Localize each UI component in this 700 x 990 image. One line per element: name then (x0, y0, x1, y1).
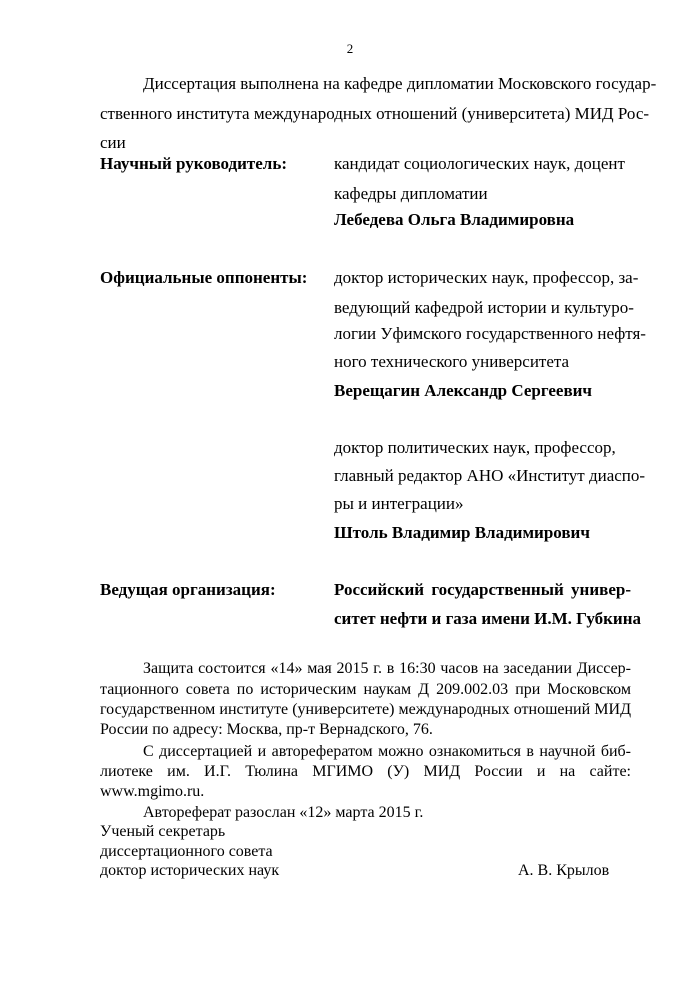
supervisor-label: Научный руководитель: (100, 154, 287, 173)
opponent-1-line-2: ведующий кафедрой истории и культуро- (334, 298, 634, 317)
intro-line-3: сии (100, 133, 126, 152)
defense-line-1: Защита состоится «14» мая 2015 г. в 16:30 часов на заседании Диссер- (143, 660, 631, 677)
defense-line-3: государственном институте (университете) международных отношений МИД (100, 701, 631, 718)
leading-org-line-1: Российский государственный универ- (334, 580, 631, 599)
sent-out-date: Автореферат разослан «12» марта 2015 г. (143, 804, 424, 821)
leading-org-line-2: ситет нефти и газа имени И.М. Губкина (334, 609, 641, 628)
defense-line-4: России по адресу: Москва, пр-т Вернадского, 76. (100, 721, 433, 738)
secretary-name: А. В. Крылов (518, 862, 610, 879)
library-line-1: С диссертацией и авторефератом можно ознакомиться в научной биб- (143, 743, 631, 760)
opponent-1-line-4: ного технического университета (334, 352, 570, 371)
secretary-line-3: доктор исторических наук (100, 862, 280, 879)
opponent-2-line-1: доктор политических наук, профессор, (334, 438, 616, 457)
defense-line-2: тационного совета по историческим наукам Д 209.002.03 при Московском (100, 681, 631, 698)
supervisor-line-2: кафедры дипломатии (334, 184, 488, 203)
leading-org-label: Ведущая организация: (100, 580, 276, 599)
opponent-2-line-3: ры и интеграции» (334, 494, 464, 513)
opponent-1-line-1: доктор исторических наук, профессор, за- (334, 268, 639, 287)
opponent-2-line-2: главный редактор АНО «Институт диаспо- (334, 466, 646, 485)
secretary-line-2: диссертационного совета (100, 843, 273, 860)
supervisor-name: Лебедева Ольга Владимировна (334, 210, 575, 229)
intro-line-1: Диссертация выполнена на кафедре дипломатии Московского государ- (143, 74, 657, 93)
library-line-2: лиотеке им. И.Г. Тюлина МГИМО (У) МИД России и на сайте: (100, 763, 631, 780)
supervisor-line-1: кандидат социологических наук, доцент (334, 154, 625, 173)
intro-line-2: ственного института международных отношений (университета) МИД Рос- (100, 104, 650, 123)
library-line-3: www.mgimo.ru. (100, 783, 205, 800)
opponent-1-line-3: логии Уфимского государственного нефтя- (334, 324, 646, 343)
opponent-1-name: Верещагин Александр Сергеевич (334, 381, 593, 400)
opponent-2-name: Штоль Владимир Владимирович (334, 523, 590, 542)
secretary-line-1: Ученый секретарь (100, 823, 226, 840)
opponents-label: Официальные оппоненты: (100, 268, 308, 287)
page-number: 2 (346, 41, 354, 56)
